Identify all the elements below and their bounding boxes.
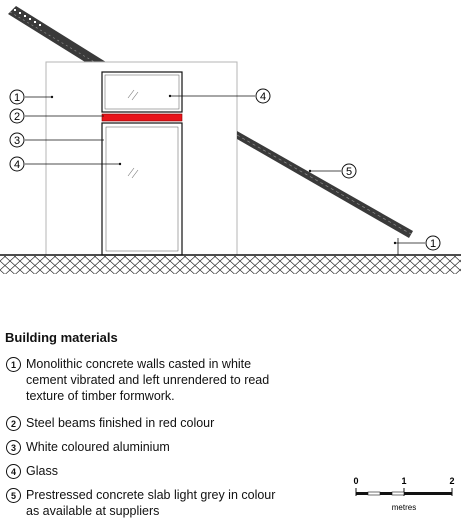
inclined-slab-lower xyxy=(237,131,413,238)
legend-number: 2 xyxy=(6,416,21,431)
legend-item-5 xyxy=(6,487,281,519)
callout-1-right xyxy=(426,236,440,250)
svg-text:3: 3 xyxy=(13,135,21,147)
callout-3 xyxy=(10,133,24,147)
legend-number: 4 xyxy=(6,464,21,479)
legend-title: Building materials xyxy=(5,330,118,345)
legend-text: Glass xyxy=(26,464,58,478)
svg-text:1: 1 xyxy=(429,238,437,250)
steel-beam xyxy=(102,114,182,121)
callout-4-left xyxy=(10,157,24,171)
scale-bar xyxy=(350,474,460,516)
legend-item-1 xyxy=(6,356,281,404)
aluminium-door-frame xyxy=(102,123,182,255)
legend-number: 3 xyxy=(6,440,21,455)
scale-tick-0: 0 xyxy=(353,476,359,486)
svg-text:4: 4 xyxy=(13,159,21,171)
scale-unit: metres xyxy=(391,503,417,512)
callout-2 xyxy=(10,109,24,123)
legend-number: 5 xyxy=(6,488,21,503)
legend-item-3 xyxy=(6,439,281,455)
svg-text:5: 5 xyxy=(345,166,353,178)
legend-text: Steel beams finished in red colour xyxy=(26,416,215,430)
legend-number: 1 xyxy=(6,357,21,372)
legend-text: White coloured aluminium xyxy=(26,440,170,454)
legend-text: Prestressed concrete slab light grey in colour as available at suppliers xyxy=(26,488,276,518)
svg-text:2: 2 xyxy=(13,111,21,123)
ground xyxy=(0,255,461,274)
svg-text:4: 4 xyxy=(259,91,267,103)
legend-text: Monolithic concrete walls casted in white cement vibrated and left unrendered to read texture of timber formwork. xyxy=(26,357,270,403)
callout-5 xyxy=(342,164,356,178)
svg-text:1: 1 xyxy=(13,92,21,104)
legend-item-4 xyxy=(6,463,281,479)
scale-tick-1: 1 xyxy=(401,476,407,486)
callout-4-top xyxy=(256,89,270,103)
upper-glazing xyxy=(102,72,182,112)
scale-tick-2: 2 xyxy=(449,476,455,486)
callout-1-left xyxy=(10,90,24,104)
legend-item-2 xyxy=(6,415,281,431)
